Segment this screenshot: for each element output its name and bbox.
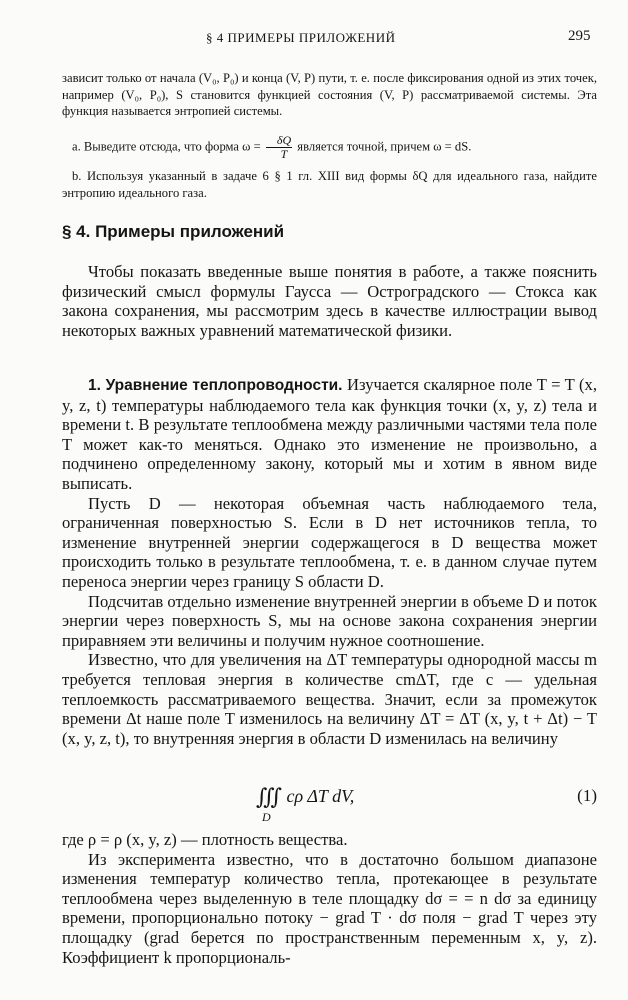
subsection-title: 1. Уравнение теплопроводности. (88, 377, 343, 394)
fraction-denominator: T (280, 147, 288, 161)
page-number: 295 (568, 28, 591, 44)
problem-part-b (62, 168, 597, 201)
running-head-title: § 4 ПРИМЕРЫ ПРИЛОЖЕНИЙ (206, 30, 396, 45)
intro-block (62, 262, 597, 340)
after-formula-paragraph-1: где ρ = ρ (x, y, z) — плотность вещества. (62, 830, 348, 849)
part-a-text-after: является точной, причем ω = dS. (297, 139, 472, 154)
note-part-a (62, 134, 597, 161)
running-head (0, 30, 628, 50)
problem-note (62, 70, 597, 120)
formula-number: (1) (577, 786, 597, 805)
subsection-paragraph-1 (62, 375, 597, 494)
problem-part-a (62, 134, 597, 161)
heat-equation-block (62, 375, 597, 748)
formula-domain: D (262, 810, 271, 824)
section-heading: § 4. Примеры приложений (62, 222, 285, 241)
fraction-dq-over-t (266, 134, 292, 161)
part-a-text-before: a. Выведите отсюда, что форма ω = (72, 139, 261, 154)
note-part-b: b. Используя указанный в задаче 6 § 1 гл. XIII вид формы δQ для идеального газа, найдите энтропию идеального газа. (62, 169, 597, 200)
formula-expression (256, 784, 354, 810)
subsection-paragraph-4: Известно, что для увеличения на ΔT температуры однородной массы m требуется тепловая энергия в количестве cmΔT, где c — удельная теплоемкость рассматриваемого вещества. Значит, если за промежуток времени Δt наше поле T изменилось на величину ΔT = ΔT (x, y, t + Δt) − T (x, y, z, t), то внутренняя энергия в области D изменилась на величину (62, 650, 597, 748)
intro-paragraph: Чтобы показать введенные выше понятия в работе, а также пояснить физический смысл формулы Гаусса — Остроградского — Стокса как закона сохранения, мы рассмотрим здесь в качестве иллюстрации вывод некоторых важных уравнений математической физики. (62, 262, 597, 340)
note-paragraph: зависит только от начала (V₀, P₀) и конца (V, P) пути, т. е. после фиксирования одной из этих точек, например (V₀, P₀), S становится функцией состояния (V, P) рассматриваемой системы. Эта функция называется энтропией системы. (62, 71, 597, 118)
subsection-p1-text: Изучается скалярное поле T = T (x, y, z, t) температуры наблюдаемого тела как функция точки (x, y, z) тела и времени t. В результате теплообмена между различными частями тела поле T может как-то меняться. Однако это изменение не произвольно, а подчинено определенному закону, который мы и хотим в явном виде выписать. (62, 375, 597, 493)
after-formula-block (62, 830, 597, 967)
fraction-numerator: δQ (266, 134, 292, 148)
after-formula-paragraph-2: Из эксперимента известно, что в достаточно большом диапазоне изменения температур количество тепла, протекающее в результате теплообмена через выделенную в теле площадку dσ = = n dσ за единицу времени, пропорционально потоку − grad T · dσ поля − grad T через эту площадку (grad берется по пространственным переменным x, y, z). Коэффициент k пропорциональ- (62, 849, 597, 967)
subsection-paragraph-3: Подсчитав отдельно изменение внутренней энергии в объеме D и поток энергии через поверхность S, мы на основе закона сохранения энергии приравняем эти величины и получим нужное соотношение. (62, 591, 597, 650)
formula-1 (60, 780, 597, 824)
subsection-paragraph-2: Пусть D — некоторая объемная часть наблюдаемого тела, ограниченная поверхностью S. Если в D нет источников тепла, то изменение внутренней энергии содержащегося в D вещества может происходить только в результате теплообмена, т. е. в данном случае путем переноса энергии через границу S области D. (62, 493, 597, 591)
triple-integral-sign: ∭ (256, 784, 283, 809)
formula-integrand: cρ ΔT dV, (286, 786, 355, 806)
